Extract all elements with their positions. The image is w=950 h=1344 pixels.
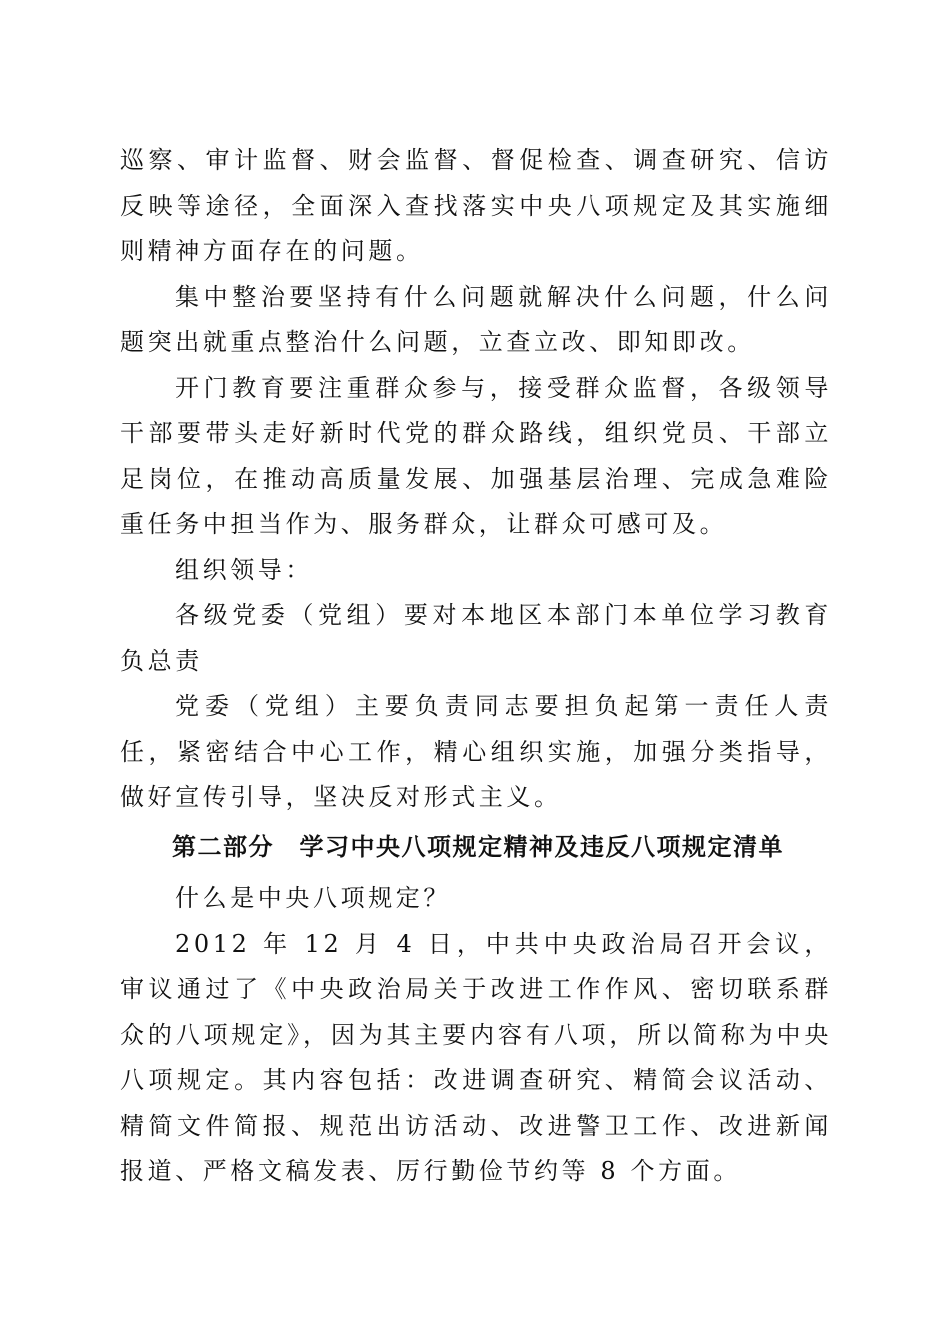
section-heading: 第二部分 学习中央八项规定精神及违反八项规定清单 [172,832,784,861]
paragraph-question: 什么是中央八项规定？ [175,884,451,912]
paragraph-party-committee-responsibility: 各级党委（党组）要对本地区本部门本单位学习教育负总责 [120,601,832,675]
paragraph-eight-rules-description: 2012 年 12 月 4 日，中共中央政治局召开会议，审议通过了《中央政治局关于改进工作作风、密切联系群众的八项规定》，因为其主要内容有八项，所以简称为中央八项规定。其内容包括：改进调查研究、精简会议活动、精简文件简报、规范出访活动、改进警卫工作、改进新闻报道、严格文稿发表、厉行勤俭节约等 8 个方面。 [120,929,832,1185]
paragraph-open-education: 开门教育要注重群众参与，接受群众监督，各级领导干部要带头走好新时代党的群众路线，组织党员、干部立足岗位，在推动高质量发展、加强基层治理、完成急难险重任务中担当作为、服务群众，让群众可感可及。 [120,373,832,538]
paragraph-rectification: 集中整治要坚持有什么问题就解决什么问题，什么问题突出就重点整治什么问题，立查立改、即知即改。 [120,282,832,356]
paragraph-leadership-duty: 党委（党组）主要负责同志要担负起第一责任人责任，紧密结合中心工作，精心组织实施，加强分类指导，做好宣传引导，坚决反对形式主义。 [120,692,832,811]
paragraph-organization-label: 组织领导： [175,555,313,584]
paragraph-continuation: 巡察、审计监督、财会监督、督促检查、调查研究、信访反映等途径，全面深入查找落实中央八项规定及其实施细则精神方面存在的问题。 [120,146,832,265]
document-body [120,138,832,1195]
